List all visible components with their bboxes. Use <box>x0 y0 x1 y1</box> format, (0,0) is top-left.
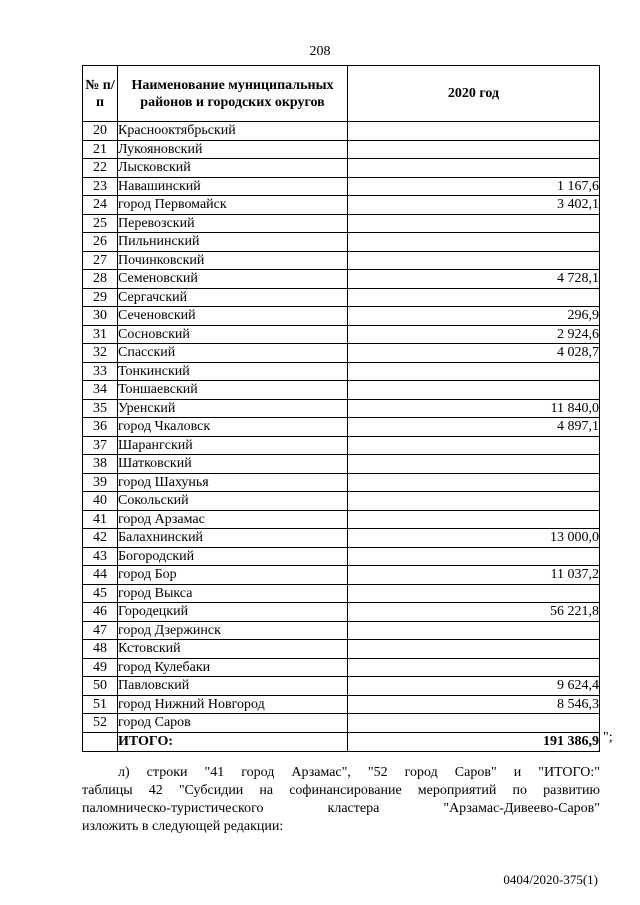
table-row <box>83 658 600 677</box>
row-name-cell: город Бор <box>118 566 348 585</box>
row-name-cell: Шарангский <box>118 436 348 455</box>
row-value-cell: 296,9 <box>348 307 600 326</box>
row-number-cell: 42 <box>83 529 118 548</box>
row-value-cell <box>348 214 600 233</box>
table-row <box>83 399 600 418</box>
row-number-cell: 28 <box>83 270 118 289</box>
table-row <box>83 547 600 566</box>
row-number-cell: 38 <box>83 455 118 474</box>
row-value-cell: 9 624,4 <box>348 677 600 696</box>
row-name-cell: город Чкаловск <box>118 418 348 437</box>
header-name: Наименование муниципальных районов и городских округов <box>118 66 348 122</box>
table-row <box>83 455 600 474</box>
paragraph-line-2: таблицы 42 "Субсидии на софинансирование мероприятий по развитию <box>82 783 600 798</box>
row-value-cell <box>348 251 600 270</box>
row-value-cell: 4 028,7 <box>348 344 600 363</box>
row-name-cell: город Первомайск <box>118 196 348 215</box>
table-row <box>83 640 600 659</box>
row-number-cell: 47 <box>83 621 118 640</box>
table-row <box>83 122 600 141</box>
row-name-cell: Кстовский <box>118 640 348 659</box>
paragraph-line-3: паломническо-туристического кластера "Арзамас-Дивеево-Саров" <box>82 801 600 816</box>
total-row <box>83 732 600 751</box>
row-number-cell: 27 <box>83 251 118 270</box>
row-value-cell <box>348 492 600 511</box>
row-number-cell: 49 <box>83 658 118 677</box>
row-value-cell <box>348 288 600 307</box>
row-number-cell: 32 <box>83 344 118 363</box>
row-name-cell: Краснооктябрьский <box>118 122 348 141</box>
row-name-cell: Городецкий <box>118 603 348 622</box>
row-number-cell: 36 <box>83 418 118 437</box>
row-value-cell: 8 546,3 <box>348 695 600 714</box>
table-row <box>83 159 600 178</box>
row-number-cell: 29 <box>83 288 118 307</box>
table-row <box>83 603 600 622</box>
row-value-cell <box>348 714 600 733</box>
table-row <box>83 473 600 492</box>
row-name-cell: Спасский <box>118 344 348 363</box>
row-value-cell: 11 037,2 <box>348 566 600 585</box>
row-number-cell: 45 <box>83 584 118 603</box>
table-header-row <box>83 66 600 122</box>
table-row <box>83 566 600 585</box>
table-row <box>83 251 600 270</box>
row-value-cell: 56 221,8 <box>348 603 600 622</box>
row-number-cell: 46 <box>83 603 118 622</box>
table-row <box>83 510 600 529</box>
row-value-cell: 11 840,0 <box>348 399 600 418</box>
subsidy-table <box>82 65 600 752</box>
row-value-cell <box>348 233 600 252</box>
row-number-cell: 26 <box>83 233 118 252</box>
table-row <box>83 381 600 400</box>
row-name-cell: город Арзамас <box>118 510 348 529</box>
row-number-cell: 24 <box>83 196 118 215</box>
row-value-cell: 3 402,1 <box>348 196 600 215</box>
header-num: № п/п <box>83 66 118 122</box>
table-row <box>83 677 600 696</box>
table-row <box>83 214 600 233</box>
row-number-cell: 31 <box>83 325 118 344</box>
row-name-cell: Сеченовский <box>118 307 348 326</box>
row-number-cell: 25 <box>83 214 118 233</box>
table-row <box>83 529 600 548</box>
row-value-cell <box>348 640 600 659</box>
row-number-cell: 40 <box>83 492 118 511</box>
table-row <box>83 436 600 455</box>
table-row <box>83 492 600 511</box>
row-name-cell: Павловский <box>118 677 348 696</box>
row-name-cell: город Нижний Новгород <box>118 695 348 714</box>
row-number-cell: 50 <box>83 677 118 696</box>
row-number-cell: 37 <box>83 436 118 455</box>
row-name-cell: Сокольский <box>118 492 348 511</box>
table-row <box>83 196 600 215</box>
row-name-cell: город Кулебаки <box>118 658 348 677</box>
row-value-cell <box>348 362 600 381</box>
row-value-cell: 4 897,1 <box>348 418 600 437</box>
total-label: ИТОГО: <box>118 732 348 751</box>
row-number-cell: 39 <box>83 473 118 492</box>
row-number-cell: 21 <box>83 140 118 159</box>
header-year: 2020 год <box>348 66 600 122</box>
row-name-cell: Лысковский <box>118 159 348 178</box>
row-number-cell: 51 <box>83 695 118 714</box>
row-number-cell: 22 <box>83 159 118 178</box>
row-number-cell: 43 <box>83 547 118 566</box>
table-row <box>83 140 600 159</box>
row-name-cell: Навашинский <box>118 177 348 196</box>
row-value-cell <box>348 473 600 492</box>
row-number-cell: 23 <box>83 177 118 196</box>
table-row <box>83 288 600 307</box>
row-value-cell <box>348 621 600 640</box>
row-number-cell: 48 <box>83 640 118 659</box>
row-value-cell <box>348 547 600 566</box>
page-number: 208 <box>309 44 331 59</box>
row-number-cell: 35 <box>83 399 118 418</box>
row-name-cell: Починковский <box>118 251 348 270</box>
row-name-cell: Лукояновский <box>118 140 348 159</box>
row-value-cell: 4 728,1 <box>348 270 600 289</box>
table-row <box>83 344 600 363</box>
row-name-cell: Тонкинский <box>118 362 348 381</box>
row-value-cell <box>348 455 600 474</box>
paragraph-line-4: изложить в следующей редакции: <box>82 819 284 834</box>
row-name-cell: город Саров <box>118 714 348 733</box>
table-row <box>83 325 600 344</box>
row-number-cell: 30 <box>83 307 118 326</box>
row-value-cell <box>348 658 600 677</box>
table-row <box>83 233 600 252</box>
table-row <box>83 177 600 196</box>
row-number-cell: 33 <box>83 362 118 381</box>
row-number-cell: 52 <box>83 714 118 733</box>
row-value-cell: 13 000,0 <box>348 529 600 548</box>
row-name-cell: Семеновский <box>118 270 348 289</box>
table-row <box>83 621 600 640</box>
row-name-cell: Перевозский <box>118 214 348 233</box>
row-value-cell <box>348 510 600 529</box>
row-name-cell: Шатковский <box>118 455 348 474</box>
total-num-cell <box>83 732 118 751</box>
row-name-cell: город Выкса <box>118 584 348 603</box>
row-number-cell: 44 <box>83 566 118 585</box>
table-row <box>83 307 600 326</box>
table-row <box>83 695 600 714</box>
row-value-cell <box>348 584 600 603</box>
row-name-cell: Пильнинский <box>118 233 348 252</box>
table-row <box>83 362 600 381</box>
row-number-cell: 20 <box>83 122 118 141</box>
row-name-cell: город Дзержинск <box>118 621 348 640</box>
row-value-cell <box>348 122 600 141</box>
row-value-cell <box>348 159 600 178</box>
row-name-cell: Сергачский <box>118 288 348 307</box>
row-value-cell: 1 167,6 <box>348 177 600 196</box>
table-body <box>83 122 600 733</box>
row-name-cell: Сосновский <box>118 325 348 344</box>
row-value-cell <box>348 140 600 159</box>
row-name-cell: город Шахунья <box>118 473 348 492</box>
table-row <box>83 270 600 289</box>
table-row <box>83 418 600 437</box>
row-value-cell <box>348 436 600 455</box>
table-row <box>83 584 600 603</box>
total-value: 191 386,9 <box>348 732 600 751</box>
row-value-cell: 2 924,6 <box>348 325 600 344</box>
paragraph-line-1: л) строки "41 город Арзамас", "52 город Саров" и "ИТОГО:" <box>118 765 600 780</box>
document-code: 0404/2020-375(1) <box>503 872 598 887</box>
table-row <box>83 714 600 733</box>
row-name-cell: Балахнинский <box>118 529 348 548</box>
row-number-cell: 34 <box>83 381 118 400</box>
row-value-cell <box>348 381 600 400</box>
row-name-cell: Богородский <box>118 547 348 566</box>
row-name-cell: Уренский <box>118 399 348 418</box>
row-name-cell: Тоншаевский <box>118 381 348 400</box>
closing-quote: "; <box>603 730 613 745</box>
row-number-cell: 41 <box>83 510 118 529</box>
